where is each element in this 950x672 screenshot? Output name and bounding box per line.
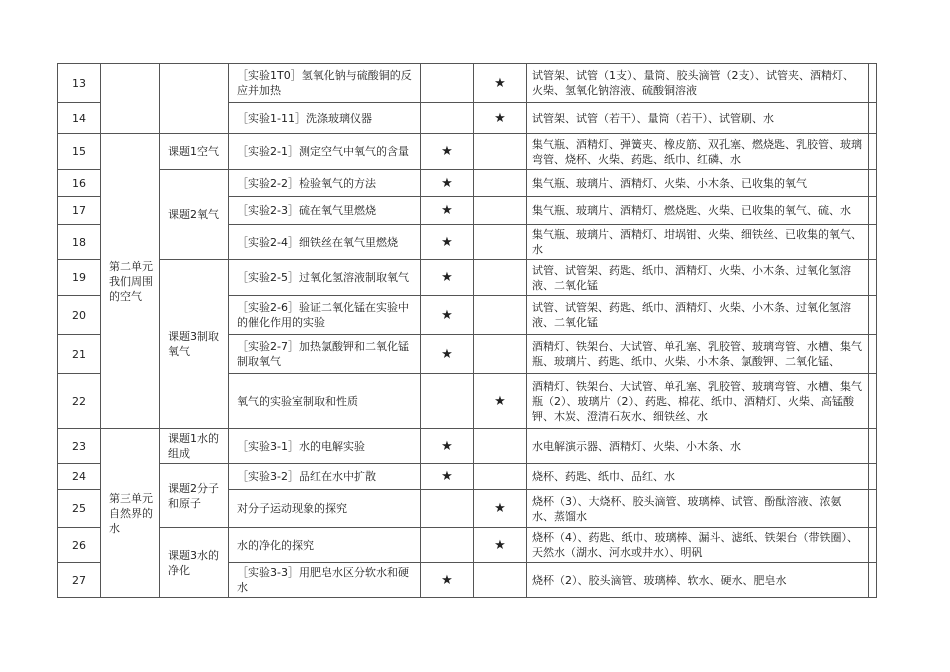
topic-cell: 课题3制取氧气 — [160, 260, 229, 429]
student-star-icon: ★ — [474, 490, 527, 528]
demo-star-cell — [421, 528, 474, 563]
student-star-icon: ★ — [474, 103, 527, 134]
row-number: 13 — [58, 64, 101, 103]
row-number: 16 — [58, 170, 101, 197]
row-number: 18 — [58, 225, 101, 260]
row-number: 14 — [58, 103, 101, 134]
unit-cell-empty — [101, 64, 160, 134]
student-star-cell — [474, 335, 527, 374]
experiment-name: ［实验2-7］加热氯酸钾和二氧化锰制取氧气 — [229, 335, 421, 374]
demo-star-icon: ★ — [421, 170, 474, 197]
remarks-cell — [869, 464, 877, 490]
row-number: 19 — [58, 260, 101, 296]
remarks-cell — [869, 103, 877, 134]
materials-list: 试管、试管架、药匙、纸巾、酒精灯、火柴、小木条、过氧化氢溶液、二氧化锰 — [527, 260, 869, 296]
remarks-cell — [869, 225, 877, 260]
experiment-name: 对分子运动现象的探究 — [229, 490, 421, 528]
experiment-name: 水的净化的探究 — [229, 528, 421, 563]
remarks-cell — [869, 64, 877, 103]
remarks-cell — [869, 490, 877, 528]
topic-cell: 课题2氧气 — [160, 170, 229, 260]
table-row — [58, 170, 877, 197]
materials-list: 酒精灯、铁架台、大试管、单孔塞、乳胶管、玻璃弯管、水槽、集气瓶、玻璃片、药匙、纸巾、火柴、小木条、氯酸钾、二氧化锰、 — [527, 335, 869, 374]
student-star-cell — [474, 464, 527, 490]
experiment-name: ［实验2-4］细铁丝在氧气里燃烧 — [229, 225, 421, 260]
experiment-name: ［实验2-3］硫在氧气里燃烧 — [229, 197, 421, 225]
row-number: 25 — [58, 490, 101, 528]
unit-cell: 第三单元自然界的水 — [101, 429, 160, 598]
experiment-name: ［实验2-5］过氧化氢溶液制取氧气 — [229, 260, 421, 296]
materials-list: 集气瓶、酒精灯、弹簧夹、橡皮筋、双孔塞、燃烧匙、乳胶管、玻璃弯管、烧杯、火柴、药匙、纸巾、红磷、水 — [527, 134, 869, 170]
table-row — [58, 134, 877, 170]
remarks-cell — [869, 429, 877, 464]
row-number: 20 — [58, 296, 101, 335]
student-star-cell — [474, 225, 527, 260]
experiment-name: ［实验1-11］洗涤玻璃仪器 — [229, 103, 421, 134]
student-star-icon: ★ — [474, 528, 527, 563]
topic-cell: 课题1水的组成 — [160, 429, 229, 464]
unit-cell: 第二单元我们周围的空气 — [101, 134, 160, 429]
materials-list: 试管架、试管（1支）、量筒、胶头滴管（2支）、试管夹、酒精灯、火柴、氢氧化钠溶液、硫酸铜溶液 — [527, 64, 869, 103]
remarks-cell — [869, 335, 877, 374]
remarks-cell — [869, 374, 877, 429]
demo-star-cell — [421, 103, 474, 134]
row-number: 15 — [58, 134, 101, 170]
experiment-name: ［实验1T0］氢氧化钠与硫酸铜的反应并加热 — [229, 64, 421, 103]
row-number: 17 — [58, 197, 101, 225]
remarks-cell — [869, 134, 877, 170]
experiment-name: ［实验3-1］水的电解实验 — [229, 429, 421, 464]
remarks-cell — [869, 296, 877, 335]
materials-list: 集气瓶、玻璃片、酒精灯、坩埚钳、火柴、细铁丝、已收集的氧气、水 — [527, 225, 869, 260]
demo-star-icon: ★ — [421, 464, 474, 490]
table-row — [58, 260, 877, 296]
remarks-cell — [869, 260, 877, 296]
topic-cell: 课题2分子和原子 — [160, 464, 229, 528]
demo-star-icon: ★ — [421, 296, 474, 335]
experiment-name: ［实验2-1］测定空气中氧气的含量 — [229, 134, 421, 170]
row-number: 26 — [58, 528, 101, 563]
materials-list: 烧杯（2）、胶头滴管、玻璃棒、软水、硬水、肥皂水 — [527, 563, 869, 598]
topic-cell-empty — [160, 64, 229, 134]
row-number: 23 — [58, 429, 101, 464]
row-number: 27 — [58, 563, 101, 598]
row-number: 21 — [58, 335, 101, 374]
table-row — [58, 464, 877, 490]
demo-star-cell — [421, 374, 474, 429]
student-star-icon: ★ — [474, 64, 527, 103]
demo-star-icon: ★ — [421, 134, 474, 170]
remarks-cell — [869, 197, 877, 225]
demo-star-icon: ★ — [421, 429, 474, 464]
demo-star-icon: ★ — [421, 225, 474, 260]
materials-list: 烧杯、药匙、纸巾、品红、水 — [527, 464, 869, 490]
materials-list: 烧杯（3）、大烧杯、胶头滴管、玻璃棒、试管、酚酞溶液、浓氨水、蒸馏水 — [527, 490, 869, 528]
topic-cell: 课题1空气 — [160, 134, 229, 170]
remarks-cell — [869, 170, 877, 197]
demo-star-icon: ★ — [421, 260, 474, 296]
row-number: 22 — [58, 374, 101, 429]
demo-star-icon: ★ — [421, 197, 474, 225]
materials-list: 酒精灯、铁架台、大试管、单孔塞、乳胶管、玻璃弯管、水槽、集气瓶（2）、玻璃片（2）、药匙、棉花、纸巾、酒精灯、火柴、高锰酸钾、木炭、澄清石灰水、细铁丝、水 — [527, 374, 869, 429]
demo-star-icon: ★ — [421, 335, 474, 374]
demo-star-cell — [421, 64, 474, 103]
table-row — [58, 528, 877, 563]
topic-cell: 课题3水的净化 — [160, 528, 229, 598]
experiment-name: ［实验2-2］检验氧气的方法 — [229, 170, 421, 197]
materials-list: 水电解演示器、酒精灯、火柴、小木条、水 — [527, 429, 869, 464]
student-star-icon: ★ — [474, 374, 527, 429]
table-row — [58, 64, 877, 103]
remarks-cell — [869, 528, 877, 563]
student-star-cell — [474, 563, 527, 598]
demo-star-icon: ★ — [421, 563, 474, 598]
student-star-cell — [474, 134, 527, 170]
materials-list: 试管架、试管（若干）、量筒（若干）、试管刷、水 — [527, 103, 869, 134]
materials-list: 试管、试管架、药匙、纸巾、酒精灯、火柴、小木条、过氧化氢溶液、二氧化锰 — [527, 296, 869, 335]
materials-list: 烧杯（4）、药匙、纸巾、玻璃棒、漏斗、滤纸、铁架台（带铁圈）、天然水（湖水、河水或井水）、明矾 — [527, 528, 869, 563]
materials-list: 集气瓶、玻璃片、酒精灯、燃烧匙、火柴、已收集的氧气、硫、水 — [527, 197, 869, 225]
experiment-table — [57, 63, 877, 598]
experiment-name: ［实验3-2］品红在水中扩散 — [229, 464, 421, 490]
remarks-cell — [869, 563, 877, 598]
student-star-cell — [474, 429, 527, 464]
student-star-cell — [474, 260, 527, 296]
materials-list: 集气瓶、玻璃片、酒精灯、火柴、小木条、已收集的氧气 — [527, 170, 869, 197]
student-star-cell — [474, 296, 527, 335]
student-star-cell — [474, 197, 527, 225]
experiment-name: ［实验3-3］用肥皂水区分软水和硬水 — [229, 563, 421, 598]
experiment-name: ［实验2-6］验证二氧化锰在实验中的催化作用的实验 — [229, 296, 421, 335]
experiment-name: 氧气的实验室制取和性质 — [229, 374, 421, 429]
student-star-cell — [474, 170, 527, 197]
row-number: 24 — [58, 464, 101, 490]
demo-star-cell — [421, 490, 474, 528]
table-row — [58, 429, 877, 464]
